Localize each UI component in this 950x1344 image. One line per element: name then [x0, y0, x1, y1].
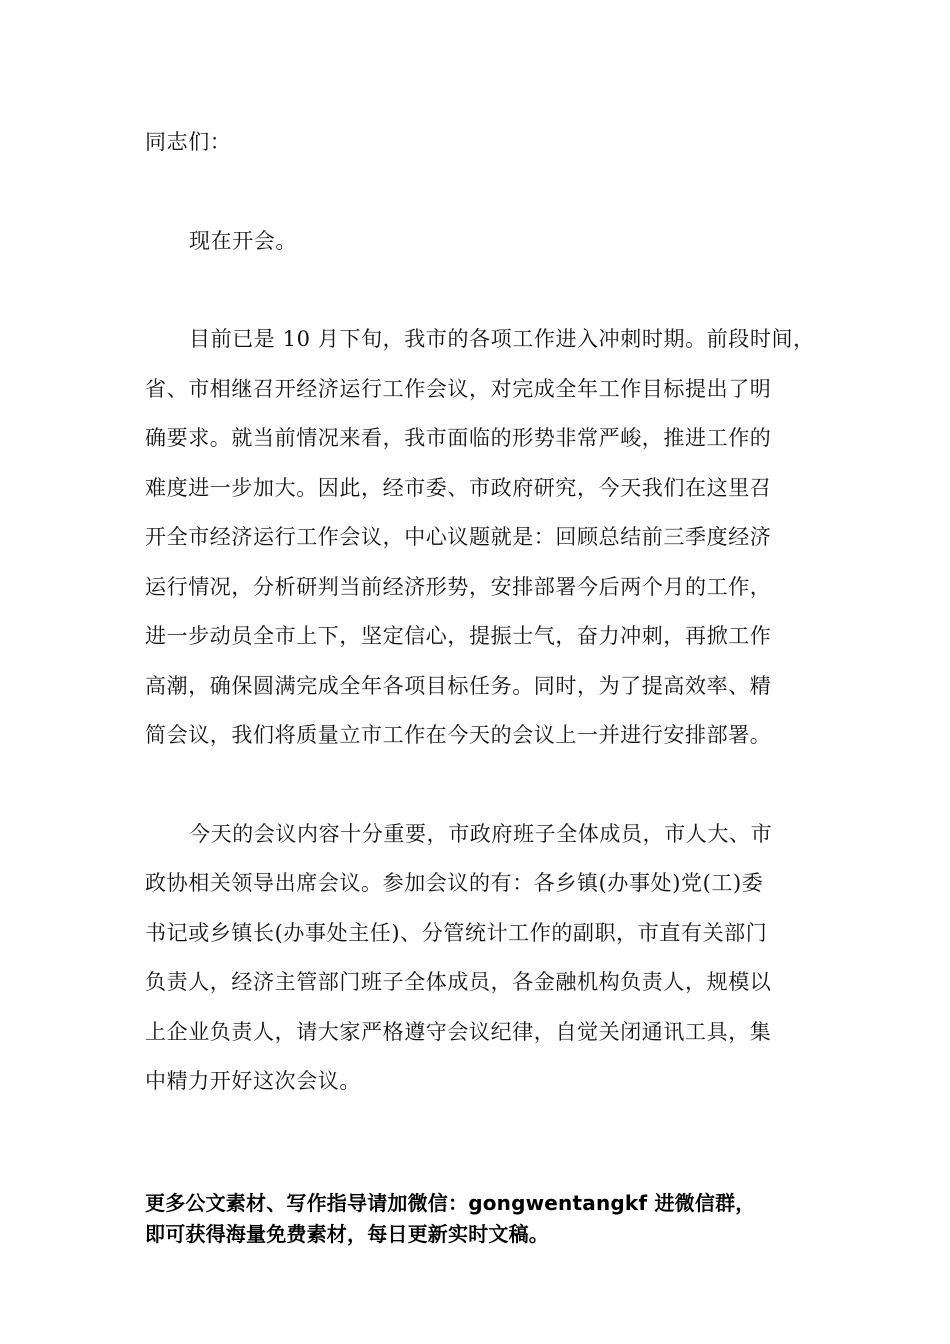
- paragraph-line: 目前已是 10 月下旬，我市的各项工作进入冲刺时期。前段时间，: [189, 327, 815, 351]
- paragraph-line: 难度进一步加大。因此，经市委、市政府研究，今天我们在这里召: [145, 475, 772, 500]
- document-body: [145, 118, 825, 1156]
- paragraph-attendance: [145, 810, 825, 1107]
- promo-note: [145, 1188, 865, 1250]
- paragraph-line: 政协相关领导出席会议。参加会议的有：各乡镇(办事处)党(工)委: [145, 871, 764, 895]
- paragraph-line: 简会议，我们将质量立市工作在今天的会议上一并进行安排部署。: [145, 723, 772, 747]
- paragraph-line: 书记或乡镇长(办事处主任)、分管统计工作的副职，市直有关部门: [145, 920, 768, 945]
- paragraph-line: 省、市相继召开经济运行工作会议，对完成全年工作目标提出了明: [145, 376, 772, 401]
- promo-line: 即可获得海量免费素材，每日更新实时文稿。: [145, 1222, 549, 1246]
- paragraph-opening: [145, 217, 825, 267]
- paragraph-line: 负责人，经济主管部门班子全体成员，各金融机构负责人，规模以: [145, 970, 772, 994]
- promo-line: 更多公文素材、写作指导请加微信：gongwentangkf 进微信群，: [145, 1191, 756, 1215]
- paragraph-line: 运行情况，分析研判当前经济形势，安排部署今后两个月的工作，: [145, 574, 772, 599]
- paragraph-line: 确要求。就当前情况来看，我市面临的形势非常严峻，推进工作的: [145, 426, 772, 450]
- paragraph-line: 现在开会。: [189, 228, 297, 253]
- paragraph-line: 中精力开好这次会议。: [145, 1069, 361, 1093]
- paragraph-line: 开全市经济运行工作会议，中心议题就是：回顾总结前三季度经济: [145, 525, 772, 549]
- paragraph-line: 今天的会议内容十分重要，市政府班子全体成员，市人大、市: [189, 821, 773, 846]
- paragraph-line: 进一步动员全市上下，坚定信心，提振士气，奋力冲刺，再掀工作: [145, 624, 772, 648]
- paragraph-background: [145, 315, 825, 761]
- paragraph-line: 高潮，确保圆满完成全年各项目标任务。同时，为了提高效率、精: [145, 673, 772, 698]
- paragraph-line: 上企业负责人，请大家严格遵守会议纪律，自觉关闭通讯工具，集: [145, 1019, 772, 1044]
- greeting-text: 同志们：: [145, 130, 232, 154]
